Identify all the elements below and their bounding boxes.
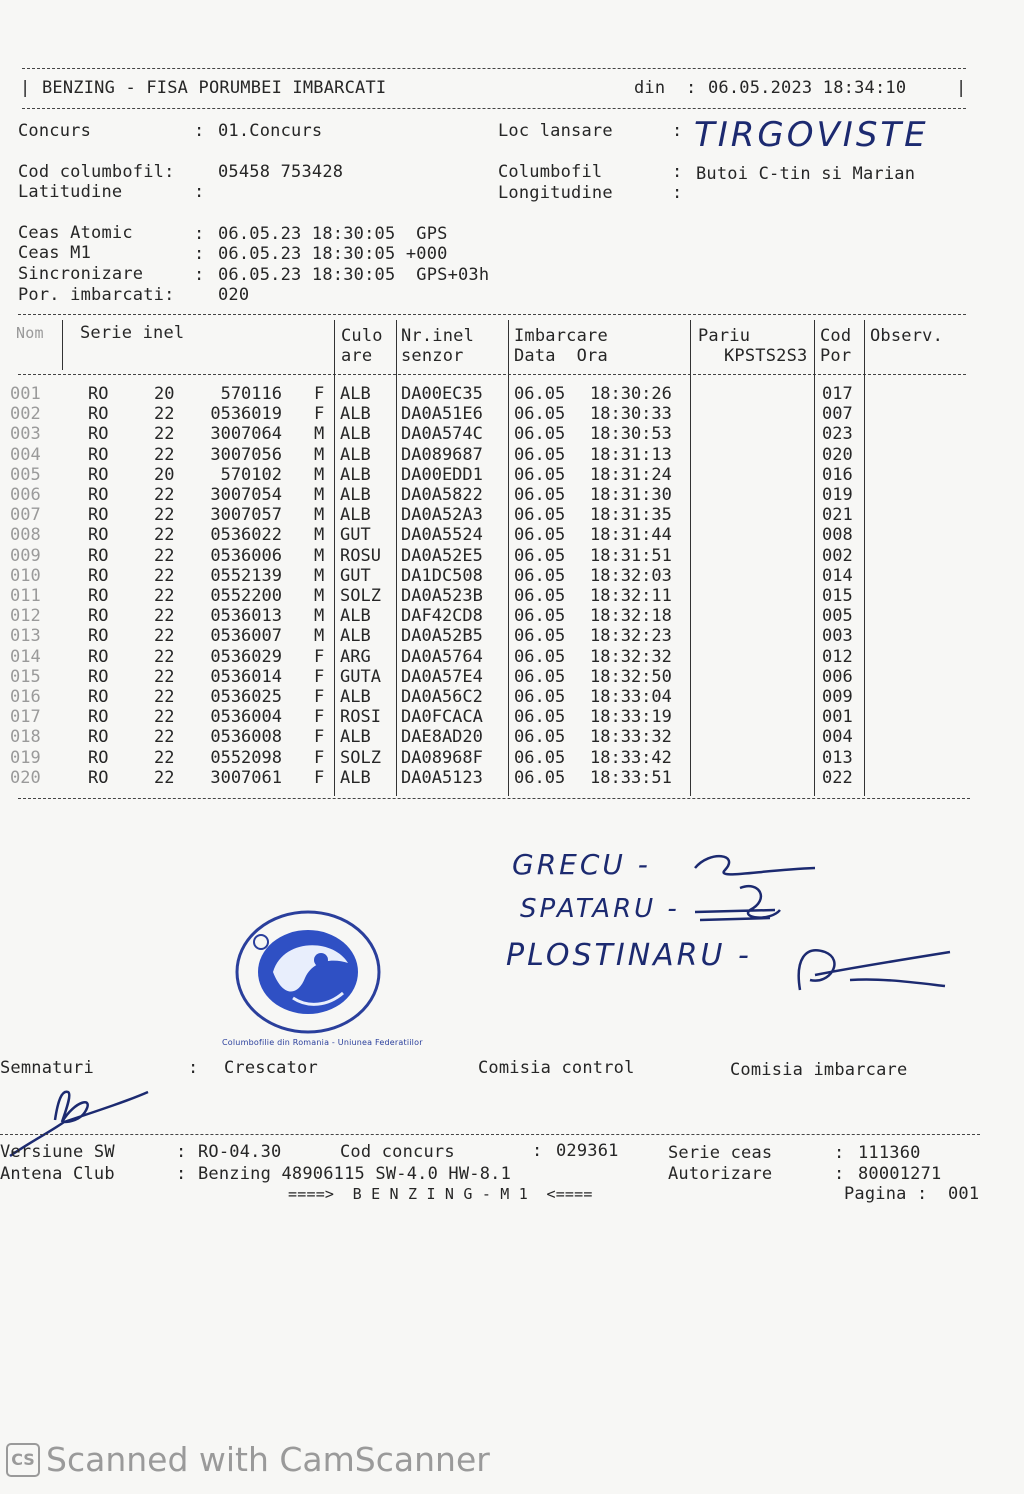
antena-colon: : [176,1164,187,1184]
cell-nom: 009 [10,545,41,566]
antena-club-label: Antena Club [0,1164,115,1184]
cell-nom: 016 [10,687,41,707]
header-date-label: din [634,78,666,98]
cell-ora: 18:31:44 [590,525,672,546]
cell-culoare: GUT [340,565,371,586]
cell-nom: 001 [10,384,41,404]
cell-tara: RO [88,525,109,546]
cell-numar: 0536013 [210,606,282,627]
cell-culoare: ALB [340,505,371,526]
serie-ceas-value: 111360 [858,1143,921,1163]
camscanner-logo-icon: CS [6,1443,40,1477]
autorizare-label: Autorizare [668,1164,773,1184]
cell-cod-por: 023 [822,424,853,445]
cell-data: 06.05 [514,384,566,404]
cod-concurs-value: 029361 [556,1141,619,1161]
cell-nom: 002 [10,404,41,425]
cell-culoare: ALB [340,687,371,707]
cell-cod-por: 014 [822,565,853,586]
cell-nom: 018 [10,727,41,748]
sincronizare-colon: : [194,265,205,285]
cell-an: 22 [154,404,175,425]
th-nom: Nom [16,324,44,342]
cell-an: 22 [154,767,175,788]
cell-an: 22 [154,606,175,627]
cell-sex: F [314,687,325,707]
cell-nom: 014 [10,646,41,667]
camscanner-text: Scanned with CamScanner [46,1440,490,1479]
ceas-atomic-colon: : [194,224,205,244]
cell-data: 06.05 [514,626,566,647]
versiune-sw-value: RO-04.30 [198,1142,282,1162]
cell-senzor: DA0A5123 [401,767,483,788]
signature-grecu [695,856,815,874]
cell-sex: F [314,747,325,768]
cell-data: 06.05 [514,525,566,546]
table-header-border [18,374,966,375]
cell-cod-por: 006 [822,666,853,687]
th-culoare-1: Culo [341,326,383,346]
cell-ora: 18:30:53 [590,424,672,445]
cell-tara: RO [88,747,109,768]
cell-tara: RO [88,626,109,647]
versiune-colon: : [176,1142,187,1162]
latitudine-label: Latitudine [18,182,123,202]
cell-cod-por: 022 [822,767,853,788]
cell-senzor: DA0A51E6 [401,404,483,425]
header-date-value: 06.05.2023 18:34:10 [708,78,907,98]
cell-data: 06.05 [514,646,566,667]
cell-tara: RO [88,606,109,627]
th-nrinel-2: senzor [401,346,464,366]
col-sep-cod [814,320,815,796]
cell-numar: 0552098 [210,747,282,768]
cell-ora: 18:33:04 [590,687,672,707]
stamp-text: Columbofilie din Romania - Uniunea Federatiilor [222,1038,423,1047]
cell-an: 22 [154,707,175,728]
loc-lansare-colon: : [672,121,683,141]
cell-cod-por: 013 [822,747,853,768]
handwritten-plostinaru: PLOSTINARU - [506,938,752,973]
serie-ceas-label: Serie ceas [668,1143,773,1163]
cell-cod-por: 001 [822,707,853,728]
latitudine-colon: : [194,182,205,202]
header-top-border [22,68,966,69]
cell-tara: RO [88,485,109,505]
cell-an: 20 [154,464,175,485]
cell-numar: 0552139 [210,565,282,586]
header-date-colon: : [686,78,697,98]
cell-tara: RO [88,404,109,425]
cell-sex: M [314,444,325,465]
col-sep-imbarcare [508,320,509,796]
cell-tara: RO [88,424,109,445]
pagina-label: Pagina : [844,1184,928,1204]
sincronizare-label: Sincronizare [18,264,144,284]
cell-cod-por: 003 [822,626,853,647]
cell-nom: 003 [10,424,41,445]
cell-ora: 18:32:03 [590,565,672,586]
cell-nom: 011 [10,586,41,606]
crescator-label: Crescator [224,1058,318,1078]
cell-tara: RO [88,586,109,606]
cell-data: 06.05 [514,727,566,748]
cell-numar: 3007054 [210,485,282,505]
autorizare-value: 80001271 [858,1164,942,1184]
cell-ora: 18:31:35 [590,505,672,526]
cell-tara: RO [88,384,109,404]
cell-data: 06.05 [514,767,566,788]
cell-sex: M [314,424,325,445]
cell-cod-por: 007 [822,404,853,425]
cell-an: 22 [154,444,175,465]
footer-top-border [0,1134,980,1135]
cell-tara: RO [88,505,109,526]
col-sep-senzor [396,320,397,796]
cell-nom: 020 [10,767,41,788]
ceas-m1-label: Ceas M1 [18,243,92,263]
th-imbarcare-2: Data Ora [514,346,608,366]
cell-an: 22 [154,485,175,505]
cell-senzor: DA0A5764 [401,646,483,667]
concurs-value: 01.Concurs [218,121,323,141]
cell-culoare: ALB [340,464,371,485]
table-bottom-border [18,798,970,799]
cell-an: 22 [154,586,175,606]
cell-cod-por: 017 [822,384,853,404]
cell-nom: 007 [10,505,41,526]
cell-senzor: DA0A52A3 [401,505,483,526]
antena-club-value: Benzing 48906115 SW-4.0 HW-8.1 [198,1164,512,1184]
cell-senzor: DA0A523B [401,586,483,606]
cell-data: 06.05 [514,747,566,768]
cell-senzor: DA1DC508 [401,565,483,586]
cod-columbofil-value: 05458 753428 [218,162,344,182]
th-pariu-1: Pariu [698,326,751,346]
signature-plostinaru [799,950,950,990]
th-culoare-2: are [341,346,373,366]
cell-ora: 18:32:18 [590,606,672,627]
cell-numar: 0536014 [210,666,282,687]
cell-sex: M [314,505,325,526]
cell-culoare: GUTA [340,666,381,687]
porumbei-imbarcati-value: 020 [218,285,250,305]
cell-culoare: ALB [340,384,371,404]
cell-an: 22 [154,545,175,566]
th-cod-2: Por [820,346,852,366]
cell-nom: 004 [10,444,41,465]
cell-an: 22 [154,687,175,707]
cell-sex: M [314,626,325,647]
cell-nom: 010 [10,565,41,586]
ceas-m1-colon: : [194,244,205,264]
comisia-control-label: Comisia control [478,1058,635,1078]
cell-tara: RO [88,707,109,728]
cell-tara: RO [88,727,109,748]
cell-numar: 0536006 [210,545,282,566]
comisia-imbarcare-label: Comisia imbarcare [730,1060,908,1080]
ceas-atomic-label: Ceas Atomic [18,223,133,243]
col-sep-culoare [334,320,335,796]
cell-nom: 006 [10,485,41,505]
cell-data: 06.05 [514,565,566,586]
th-nrinel-1: Nr.inel [401,326,475,346]
cell-senzor: DA00EDD1 [401,464,483,485]
cell-senzor: DA08968F [401,747,483,768]
cell-data: 06.05 [514,586,566,606]
cell-numar: 0536019 [210,404,282,425]
cell-sex: M [314,464,325,485]
cell-an: 20 [154,384,175,404]
cell-tara: RO [88,444,109,465]
cell-nom: 015 [10,666,41,687]
cell-nom: 005 [10,464,41,485]
columbofil-label: Columbofil [498,162,603,182]
cell-data: 06.05 [514,505,566,526]
cell-an: 22 [154,747,175,768]
cell-ora: 18:30:26 [590,384,672,404]
th-serie-inel: Serie inel [80,323,185,343]
cell-numar: 3007061 [210,767,282,788]
signature-spataru [695,886,780,920]
cell-cod-por: 012 [822,646,853,667]
cell-sex: M [314,485,325,505]
cell-an: 22 [154,505,175,526]
cell-cod-por: 016 [822,464,853,485]
cell-culoare: ALB [340,626,371,647]
cell-culoare: ALB [340,444,371,465]
cell-culoare: ARG [340,646,371,667]
th-imbarcare-1: Imbarcare [514,326,608,346]
cell-senzor: DA0A574C [401,424,483,445]
cell-sex: M [314,545,325,566]
cell-data: 06.05 [514,666,566,687]
cell-culoare: SOLZ [340,586,381,606]
columbofil-colon: : [672,162,683,182]
cell-senzor: DA0A57E4 [401,666,483,687]
cell-senzor: DAE8AD20 [401,727,483,748]
cell-ora: 18:33:51 [590,767,672,788]
cell-an: 22 [154,727,175,748]
cell-numar: 0536022 [210,525,282,546]
cell-numar: 570116 [220,384,282,404]
cell-data: 06.05 [514,464,566,485]
cell-sex: F [314,666,325,687]
header-right-bar: | [956,78,967,98]
cell-culoare: ALB [340,606,371,627]
cell-tara: RO [88,464,109,485]
cell-numar: 0536007 [210,626,282,647]
cell-tara: RO [88,565,109,586]
club-stamp [233,908,383,1036]
autorizare-colon: : [834,1164,845,1184]
cell-cod-por: 008 [822,525,853,546]
cell-sex: F [314,707,325,728]
cod-concurs-label: Cod concurs [340,1142,455,1162]
cell-cod-por: 002 [822,545,853,566]
cell-data: 06.05 [514,707,566,728]
cell-tara: RO [88,646,109,667]
cell-ora: 18:30:33 [590,404,672,425]
cell-ora: 18:33:19 [590,707,672,728]
cell-senzor: DAF42CD8 [401,606,483,627]
cell-numar: 0552200 [210,586,282,606]
th-observatii: Observ. [870,326,944,346]
semnaturi-colon: : [188,1058,199,1078]
cell-tara: RO [88,666,109,687]
handwritten-signatures [600,840,960,1000]
cell-data: 06.05 [514,606,566,627]
benzing-brand-line: ====> B E N Z I N G - M 1 <==== [288,1185,593,1203]
table-top-border [18,314,966,315]
cell-ora: 18:32:11 [590,586,672,606]
versiune-sw-label: Versiune SW [0,1142,115,1162]
longitudine-colon: : [672,183,683,203]
cell-numar: 3007057 [210,505,282,526]
cell-ora: 18:31:13 [590,444,672,465]
cell-sex: M [314,565,325,586]
cell-sex: M [314,525,325,546]
cell-cod-por: 019 [822,485,853,505]
cell-data: 06.05 [514,404,566,425]
cell-culoare: SOLZ [340,747,381,768]
concurs-colon: : [194,121,205,141]
cell-numar: 3007064 [210,424,282,445]
cell-numar: 0536004 [210,707,282,728]
cell-ora: 18:33:42 [590,747,672,768]
cell-culoare: ALB [340,404,371,425]
cell-cod-por: 005 [822,606,853,627]
cell-data: 06.05 [514,424,566,445]
cell-ora: 18:33:32 [590,727,672,748]
cell-culoare: ROSI [340,707,381,728]
ceas-atomic-value: 06.05.23 18:30:05 GPS [218,224,448,244]
cell-tara: RO [88,687,109,707]
document-title: BENZING - FISA PORUMBEI IMBARCATI [42,78,387,98]
cell-senzor: DA0A52E5 [401,545,483,566]
cell-nom: 017 [10,707,41,728]
cell-ora: 18:31:24 [590,464,672,485]
cell-sex: F [314,384,325,404]
loc-lansare-value: TIRGOVISTE [694,115,929,155]
cell-cod-por: 020 [822,444,853,465]
sincronizare-value: 06.05.23 18:30:05 GPS+03h [218,265,490,285]
cell-senzor: DA0A52B5 [401,626,483,647]
cell-an: 22 [154,646,175,667]
cell-senzor: DA0FCACA [401,707,483,728]
header-bottom-border [22,108,966,109]
cell-ora: 18:31:51 [590,545,672,566]
cell-ora: 18:32:50 [590,666,672,687]
cell-data: 06.05 [514,545,566,566]
cod-columbofil-label: Cod columbofil: [18,162,175,182]
cell-ora: 18:31:30 [590,485,672,505]
cell-nom: 008 [10,525,41,546]
th-cod-1: Cod [820,326,852,346]
cod-concurs-colon: : [532,1141,543,1161]
cell-culoare: ALB [340,767,371,788]
cell-senzor: DA00EC35 [401,384,483,404]
cell-tara: RO [88,545,109,566]
serie-ceas-colon: : [834,1143,845,1163]
col-sep-nom [62,320,63,370]
cell-sex: F [314,404,325,425]
concurs-label: Concurs [18,121,92,141]
cell-senzor: DA089687 [401,444,483,465]
col-sep-obs [864,320,865,796]
handwritten-grecu: GRECU - [512,848,651,881]
cell-numar: 0536025 [210,687,282,707]
cell-numar: 0536008 [210,727,282,748]
cell-sex: F [314,767,325,788]
semnaturi-label: Semnaturi [0,1058,94,1078]
cell-numar: 570102 [220,464,282,485]
cell-sex: F [314,727,325,748]
camscanner-watermark [6,1440,490,1479]
cell-senzor: DA0A5822 [401,485,483,505]
handwritten-spataru: SPATARU - [520,894,680,924]
cell-nom: 013 [10,626,41,647]
cell-cod-por: 009 [822,687,853,707]
cell-data: 06.05 [514,687,566,707]
cell-data: 06.05 [514,444,566,465]
cell-tara: RO [88,767,109,788]
cell-numar: 3007056 [210,444,282,465]
cell-nom: 012 [10,606,41,627]
loc-lansare-label: Loc lansare [498,121,613,141]
col-sep-pariu [690,320,691,796]
cell-data: 06.05 [514,485,566,505]
th-pariu-2: KPSTS2S3 [724,346,808,366]
cell-senzor: DA0A56C2 [401,687,483,707]
cell-cod-por: 004 [822,727,853,748]
cell-an: 22 [154,666,175,687]
cell-sex: M [314,606,325,627]
cell-numar: 0536029 [210,646,282,667]
cell-an: 22 [154,424,175,445]
cell-cod-por: 021 [822,505,853,526]
cell-senzor: DA0A5524 [401,525,483,546]
cell-sex: M [314,586,325,606]
longitudine-label: Longitudine [498,183,613,203]
cell-ora: 18:32:23 [590,626,672,647]
porumbei-imbarcati-label: Por. imbarcati: [18,285,175,305]
cell-culoare: ALB [340,424,371,445]
cell-culoare: ALB [340,727,371,748]
cell-culoare: ROSU [340,545,381,566]
cell-an: 22 [154,525,175,546]
cell-culoare: ALB [340,485,371,505]
cell-cod-por: 015 [822,586,853,606]
columbofil-value: Butoi C-tin si Marian [696,164,916,184]
cell-culoare: GUT [340,525,371,546]
cell-nom: 019 [10,747,41,768]
pagina-value: 001 [948,1184,980,1204]
cell-an: 22 [154,626,175,647]
ceas-m1-value: 06.05.23 18:30:05 +000 [218,244,448,264]
cell-an: 22 [154,565,175,586]
cell-sex: F [314,646,325,667]
cell-ora: 18:32:32 [590,646,672,667]
header-left-bar: | [20,78,31,98]
